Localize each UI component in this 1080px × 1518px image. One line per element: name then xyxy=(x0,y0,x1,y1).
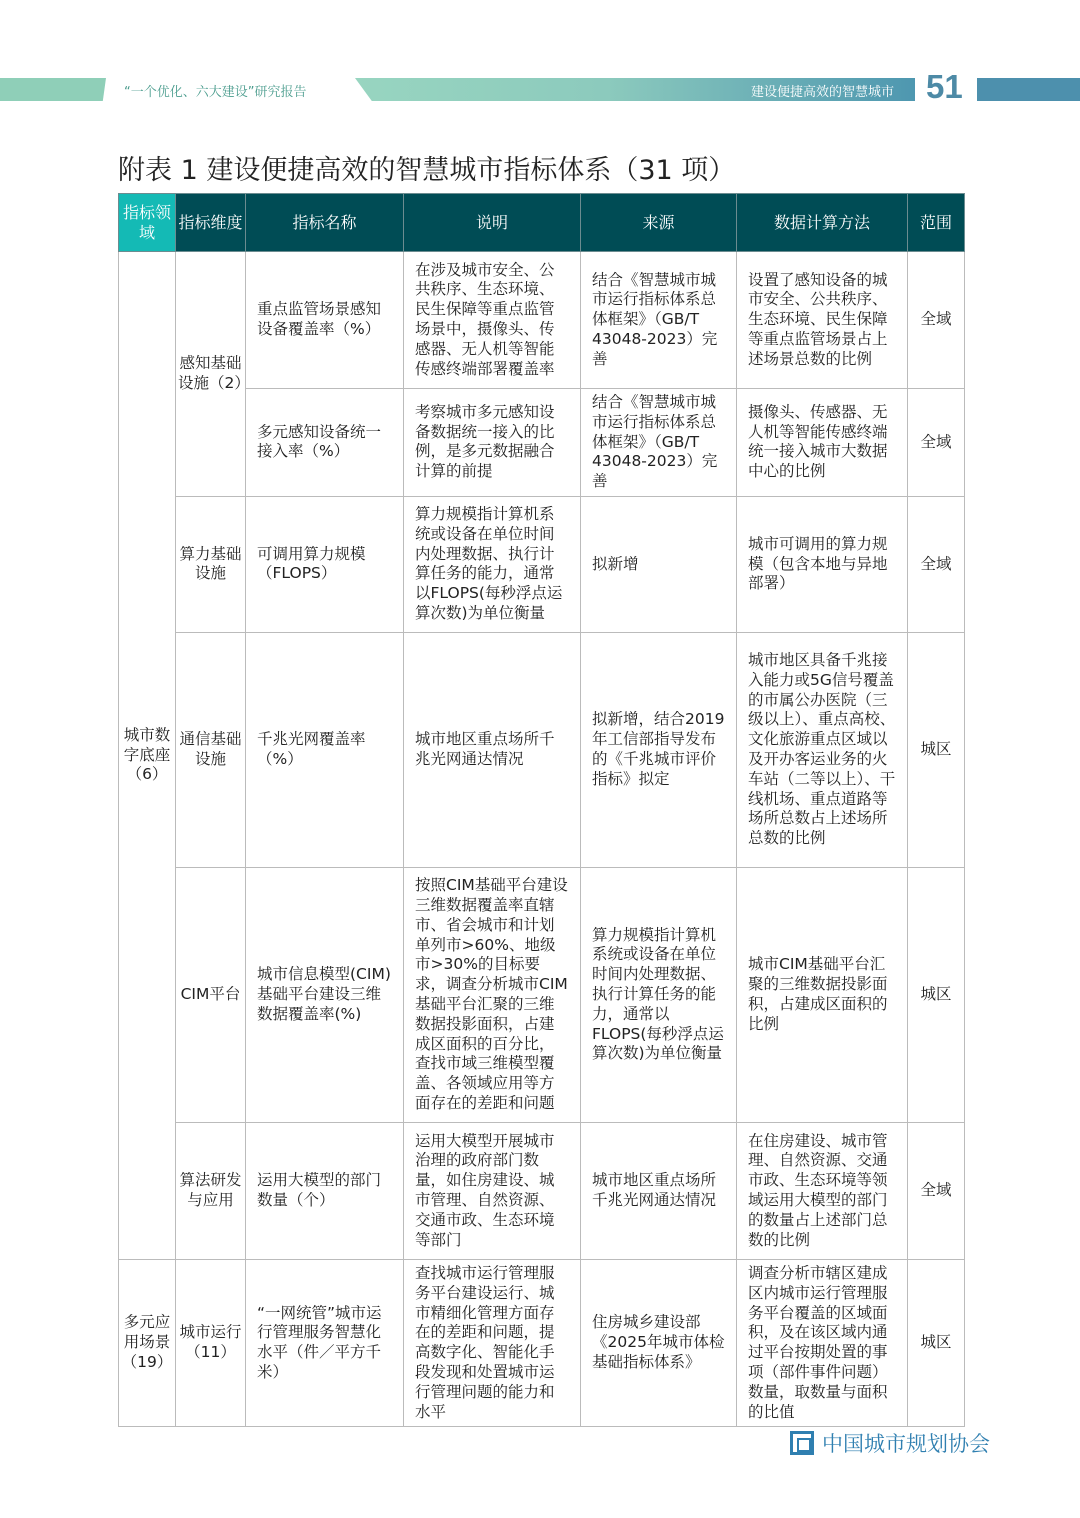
source-cell: 住房城乡建设部《2025年城市体检基础指标体系》 xyxy=(581,1259,737,1426)
col-header-description: 说明 xyxy=(404,194,581,252)
col-header-name: 指标名称 xyxy=(246,194,404,252)
dimension-cell: 通信基础设施 xyxy=(176,632,246,867)
table-row xyxy=(119,389,965,497)
col-header-domain: 指标领域 xyxy=(119,194,176,252)
source-cell: 结合《智慧城市城市运行指标体系总体框架》（GB/T 43048-2023）完善 xyxy=(581,252,737,389)
method-cell: 调查分析市辖区建成区内城市运行管理服务平台覆盖的区域面积，及在该区域内通过平台按期处置的事项（部件事件问题）数量，取数量与面积的比值 xyxy=(737,1259,908,1426)
col-header-scope: 范围 xyxy=(908,194,965,252)
chapter-title: 建设便捷高效的智慧城市 xyxy=(750,85,894,100)
method-cell: 城市可调用的算力规模（包含本地与异地部署） xyxy=(737,496,908,632)
desc-cell: 按照CIM基础平台建设三维数据覆盖率直辖市、省会城市和计划单列市>60%、地级市>30%的目标要求，调查分析城市CIM基础平台汇聚的三维数据投影面积，占建成区面积的百分比，查找市域三维模型覆盖、各领域应用等方面存在的差距和问题 xyxy=(404,867,581,1122)
scope-cell: 全域 xyxy=(908,389,965,497)
scope-cell: 城区 xyxy=(908,632,965,867)
method-cell: 城市地区具备千兆接入能力或5G信号覆盖的市属公办医院（三级以上）、重点高校、文化旅游重点区域以及开办客运业务的火车站（二等以上）、干线机场、重点道路等场所总数占上述场所总数的比例 xyxy=(737,632,908,867)
method-cell: 城市CIM基础平台汇聚的三维数据投影面积，占建成区面积的比例 xyxy=(737,867,908,1122)
method-cell: 摄像头、传感器、无人机等智能传感终端统一接入城市大数据中心的比例 xyxy=(737,389,908,497)
desc-cell: 在涉及城市安全、公共秩序、生态环境、民生保障等重点监管场景中，摄像头、传感器、无人机等智能传感终端部署覆盖率 xyxy=(404,252,581,389)
method-cell: 在住房建设、城市管理、自然资源、交通市政、生态环境等领域运用大模型的部门的数量占上述部门总数的比例 xyxy=(737,1122,908,1259)
scope-cell: 城区 xyxy=(908,867,965,1122)
table-row xyxy=(119,252,965,389)
source-cell: 结合《智慧城市城市运行指标体系总体框架》（GB/T 43048-2023）完善 xyxy=(581,389,737,497)
table-row xyxy=(119,867,965,1122)
logo-mark-icon xyxy=(790,1431,814,1455)
page-number: 51 xyxy=(926,68,963,105)
desc-cell: 查找城市运行管理服务平台建设运行、城市精细化管理方面存在的差距和问题，提高数字化、智能化手段发现和处置城市运行管理问题的能力和水平 xyxy=(404,1259,581,1426)
name-cell: “一网统管”城市运行管理服务智慧化水平（件／平方千米） xyxy=(246,1259,404,1426)
table-row xyxy=(119,496,965,632)
name-cell: 城市信息模型(CIM)基础平台建设三维数据覆盖率(%) xyxy=(246,867,404,1122)
header-band-right xyxy=(977,78,1080,101)
scope-cell: 城区 xyxy=(908,1259,965,1426)
col-header-method: 数据计算方法 xyxy=(737,194,908,252)
logo-text: 中国城市规划协会 xyxy=(822,1432,990,1456)
col-header-dimension: 指标维度 xyxy=(176,194,246,252)
name-cell: 重点监管场景感知设备覆盖率（%） xyxy=(246,252,404,389)
report-title: “一个优化、六大建设”研究报告 xyxy=(124,85,307,100)
source-cell: 城市地区重点场所千兆光网通达情况 xyxy=(581,1122,737,1259)
scope-cell: 全域 xyxy=(908,252,965,389)
dimension-cell: CIM平台 xyxy=(176,867,246,1122)
scope-cell: 全域 xyxy=(908,1122,965,1259)
source-cell: 拟新增 xyxy=(581,496,737,632)
indicator-table xyxy=(118,193,965,1427)
desc-cell: 考察城市多元感知设备数据统一接入的比例，是多元数据融合计算的前提 xyxy=(404,389,581,497)
table-title: 附表 1 建设便捷高效的智慧城市指标体系（31 项） xyxy=(118,155,736,186)
table-row xyxy=(119,1259,965,1426)
desc-cell: 城市地区重点场所千兆光网通达情况 xyxy=(404,632,581,867)
dimension-cell: 感知基础设施（2） xyxy=(176,252,246,497)
name-cell: 运用大模型的部门数量（个） xyxy=(246,1122,404,1259)
name-cell: 可调用算力规模（FLOPS） xyxy=(246,496,404,632)
association-logo xyxy=(790,1428,990,1458)
header-band-left xyxy=(0,78,106,101)
desc-cell: 运用大模型开展城市治理的政府部门数量，如住房建设、城市管理、自然资源、交通市政、生态环境等部门 xyxy=(404,1122,581,1259)
source-cell: 算力规模指计算机系统或设备在单位时间内处理数据、执行计算任务的能力，通常以FLOPS(每秒浮点运算次数)为单位衡量 xyxy=(581,867,737,1122)
table-row xyxy=(119,1122,965,1259)
table-row xyxy=(119,632,965,867)
dimension-cell: 算法研发与应用 xyxy=(176,1122,246,1259)
name-cell: 多元感知设备统一接入率（%） xyxy=(246,389,404,497)
method-cell: 设置了感知设备的城市安全、公共秩序、生态环境、民生保障等重点监管场景占上述场景总数的比例 xyxy=(737,252,908,389)
domain-cell: 多元应用场景（19） xyxy=(119,1259,176,1426)
desc-cell: 算力规模指计算机系统或设备在单位时间内处理数据、执行计算任务的能力，通常以FLOPS(每秒浮点运算次数)为单位衡量 xyxy=(404,496,581,632)
domain-cell: 城市数字底座（6） xyxy=(119,252,176,1260)
scope-cell: 全域 xyxy=(908,496,965,632)
source-cell: 拟新增，结合2019年工信部指导发布的《千兆城市评价指标》拟定 xyxy=(581,632,737,867)
col-header-source: 来源 xyxy=(581,194,737,252)
dimension-cell: 算力基础设施 xyxy=(176,496,246,632)
name-cell: 千兆光网覆盖率（%） xyxy=(246,632,404,867)
dimension-cell: 城市运行（11） xyxy=(176,1259,246,1426)
